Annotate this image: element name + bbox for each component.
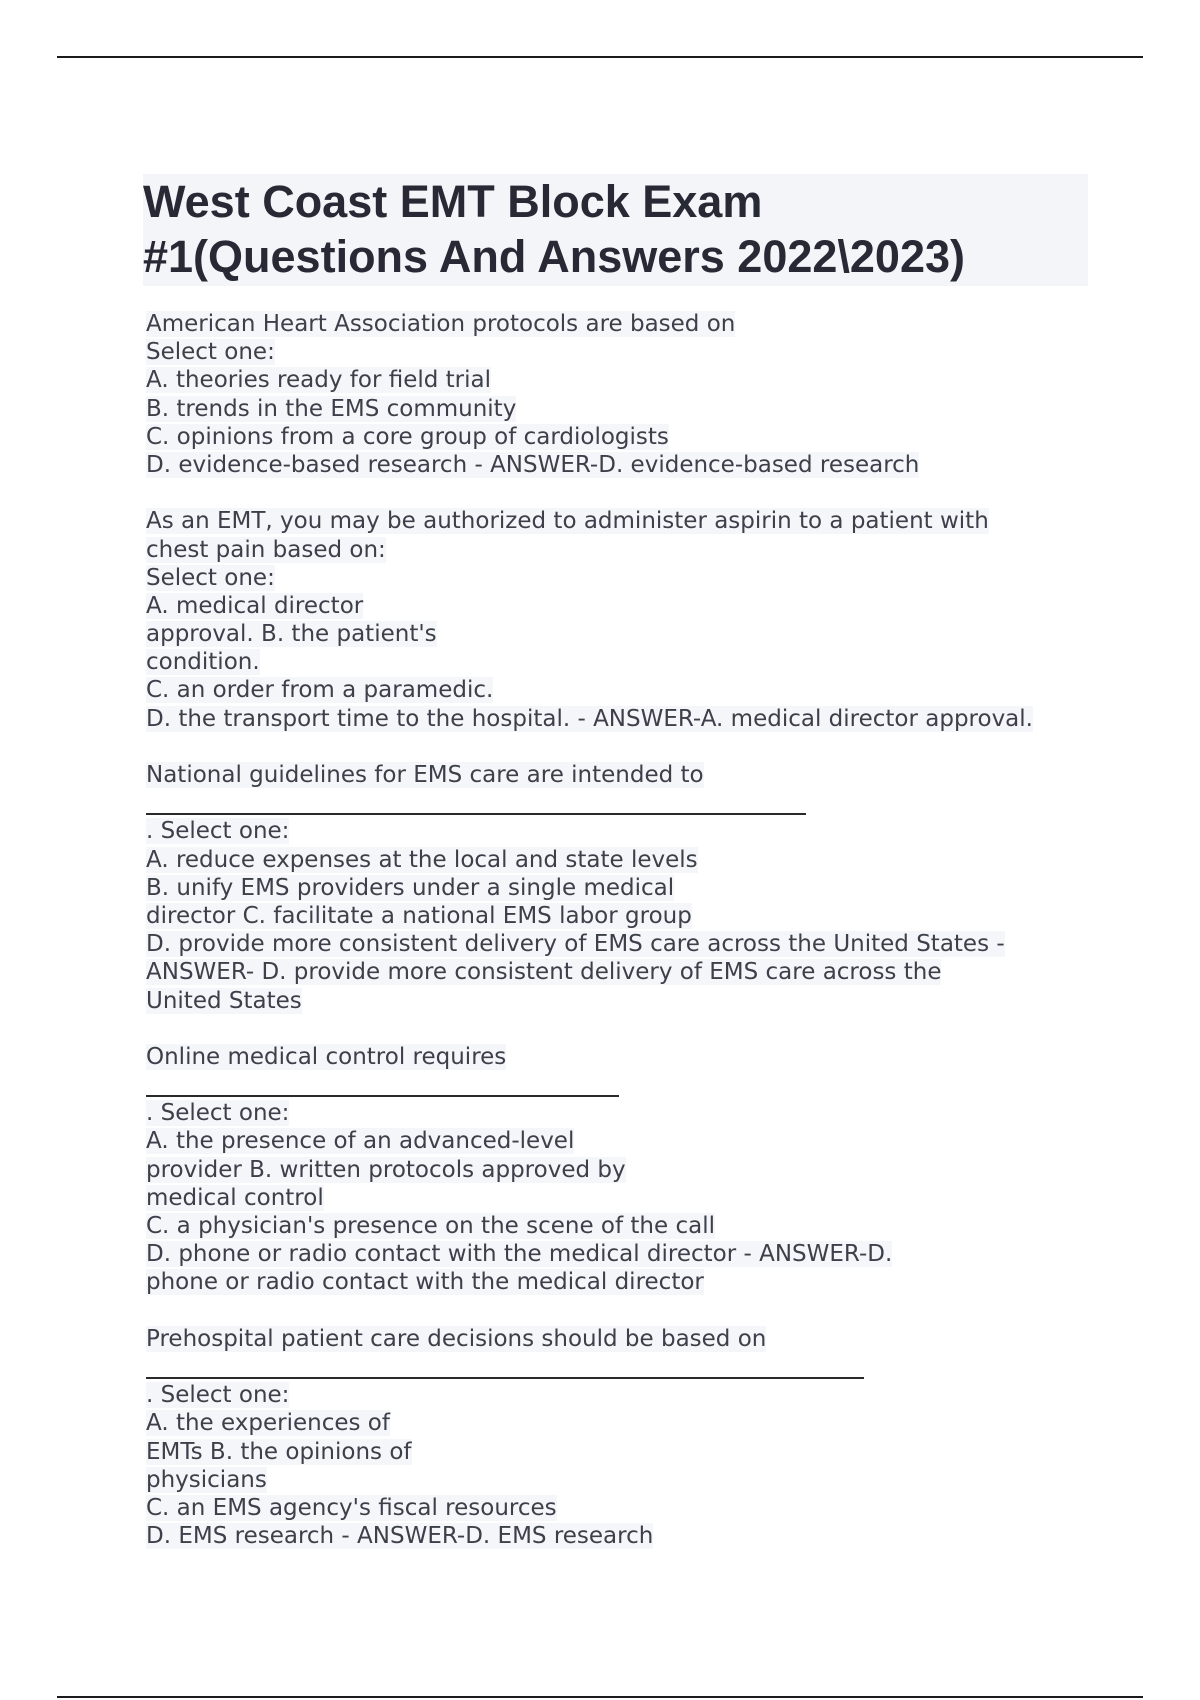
question-3-option: A. reduce expenses at the local and state levels — [146, 846, 698, 873]
question-2-prompt: As an EMT, you may be authorized to administer aspirin to a patient with — [146, 508, 989, 535]
question-3-prompt: National guidelines for EMS care are intended to — [146, 762, 704, 788]
question-1-option: B. trends in the EMS community — [146, 395, 517, 422]
question-1-prompt: American Heart Association protocols are based on — [146, 311, 736, 337]
question-list — [146, 310, 1106, 1550]
question-2-answer: D. the transport time to the hospital. - ANSWER-A. medical director approval. — [146, 705, 1033, 732]
title-line-2: #1(Questions And Answers 2022\2023) — [143, 231, 965, 282]
question-3-line: . Select one: — [146, 818, 290, 845]
question-5-option: physicians — [146, 1466, 267, 1493]
question-3-option: director C. facilitate a national EMS labor group — [146, 902, 692, 929]
question-2-option: condition. — [146, 649, 260, 676]
question-5-option: C. an EMS agency's fiscal resources — [146, 1494, 557, 1521]
question-5-option: EMTs B. the opinions of — [146, 1438, 412, 1465]
question-5-option: A. the experiences of — [146, 1410, 390, 1437]
question-4-option: provider B. written protocols approved by — [146, 1156, 626, 1183]
title-line-1: West Coast EMT Block Exam — [143, 176, 763, 227]
question-2-option: approval. B. the patient's — [146, 621, 437, 648]
question-4 — [146, 1043, 1106, 1297]
question-3-answer: United States — [146, 987, 302, 1014]
question-1-option: A. theories ready for field trial — [146, 367, 491, 394]
question-5 — [146, 1325, 1106, 1551]
document-title — [143, 174, 1088, 286]
question-1 — [146, 310, 1106, 479]
question-5-prompt: Prehospital patient care decisions should be based on — [146, 1325, 767, 1352]
question-4-option: A. the presence of an advanced-level — [146, 1128, 575, 1155]
question-3-blank-line — [146, 789, 1106, 817]
question-2-option: A. medical director — [146, 592, 364, 619]
question-2 — [146, 507, 1106, 733]
question-4-answer: phone or radio contact with the medical director — [146, 1269, 704, 1296]
question-4-option: C. a physician's presence on the scene of the call — [146, 1213, 715, 1239]
question-4-line: . Select one: — [146, 1100, 290, 1127]
question-5-answer: D. EMS research - ANSWER-D. EMS research — [146, 1523, 654, 1550]
question-4-prompt: Online medical control requires — [146, 1043, 507, 1070]
question-2-line: Select one: — [146, 564, 275, 591]
question-2-option: C. an order from a paramedic. — [146, 677, 494, 704]
question-4-answer: D. phone or radio contact with the medical director - ANSWER-D. — [146, 1241, 893, 1268]
question-3-option: D. provide more consistent delivery of EMS care across the United States - — [146, 931, 1005, 958]
question-3 — [146, 761, 1106, 1015]
question-4-option: medical control — [146, 1184, 324, 1211]
question-3-answer: ANSWER- D. provide more consistent delivery of EMS care across the — [146, 959, 942, 986]
bottom-rule — [57, 1696, 1143, 1698]
question-3-option: B. unify EMS providers under a single medical — [146, 874, 675, 901]
top-rule — [57, 56, 1143, 58]
question-1-option: C. opinions from a core group of cardiologists — [146, 423, 669, 450]
question-1-line: Select one: — [146, 339, 275, 366]
question-2-prompt: chest pain based on: — [146, 536, 386, 563]
question-4-blank-line — [146, 1071, 1106, 1099]
question-1-answer: D. evidence-based research - ANSWER-D. evidence-based research — [146, 451, 920, 478]
question-5-blank-line — [146, 1353, 1106, 1381]
question-5-line: . Select one: — [146, 1382, 290, 1409]
